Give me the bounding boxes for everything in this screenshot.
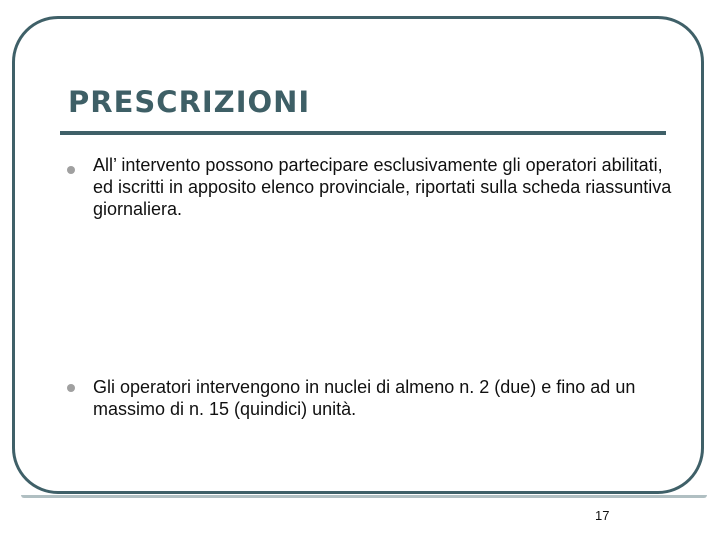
bullet-dot-2 [67, 384, 75, 392]
page-number: 17 [595, 508, 610, 523]
bullet-dot-1 [67, 166, 75, 174]
title-underline [60, 131, 666, 135]
bullet-text-1: All’ intervento possono partecipare esclusivamente gli operatori abilitati, ed iscritti in apposito elenco provinciale, riportati sulla scheda riassuntiva giornaliera. [93, 155, 672, 219]
slide-title: PRESCRIZIONI [68, 85, 311, 119]
bullet-text-2: Gli operatori intervengono in nuclei di almeno n. 2 (due) e fino ad un massimo di n. 15 (quindici) unità. [93, 377, 636, 419]
